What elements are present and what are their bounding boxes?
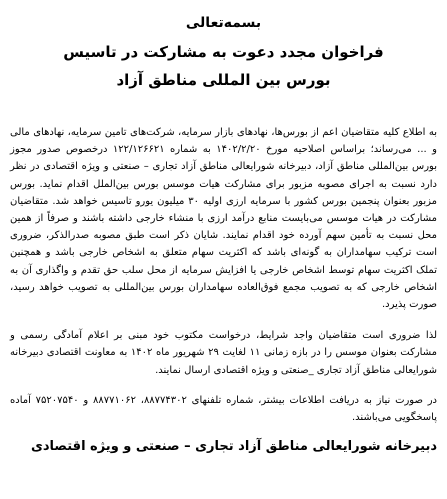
- application-paragraph: لذا ضروری است متقاضیان واجد شرایط، درخواست مکتوب خود مبنی بر اعلام آمادگی رسمی و مشارکت بعنوان موسس را در بازه زمانی ۱۱ لغایت ۲۹ شهریور ماه ۱۴۰۲ به معاونت اقتصادی دبیرخانه شورایعالی مناطق آزاد تجاری _صنعتی و ویژه اقتصادی ارسال نمایند.: [10, 330, 437, 376]
- notice-subtitle: بورس بین المللی مناطق آزاد: [116, 71, 331, 89]
- bismillah-heading: بسمه‌تعالی: [185, 15, 262, 31]
- announcement-paragraph: به اطلاع کلیه متقاضیان اعم از بورس‌ها، نهادهای بازار سرمایه، شرکت‌های تامین سرمایه، نهادهای مالی و ... می‌رساند؛ براساس اصلاحیه مورخ ۱۴۰۲/۲/۲۰ به شماره ۱۲۲/۱۲۶۶۲۱ درخصوص صدور مجوز بورس بین‌المللی مناطق آزاد، دبیرخانه شورایعالی مناطق آزاد تجاری – صنعتی و ویژه اقتصادی در نظر دارد نسبت به اجرای مصوبه مزبور برای مشارکت هیات موسس بورس بین‌الملل اقدام نماید. بورس مزبور بعنوان پنجمین بورس کشور با سرمایه ارزی اولیه ۳۰ میلیون یورو تاسیس خواهد شد. متقاضیان مشارکت در هیات موسس می‌بایست منابع درآمد ارزی با منشاء خارجی داشته باشند و صرفاً از همین محل نسبت به تأمین سهم آورده خود اقدام نمایند. شایان ذکر است طبق مصوبه صدرالذکر، ضروری است ترکیب سهامداران به گونه‌ای باشد که اکثریت سهام متعلق به اشخاص خارجی باشد و همچنین تملک اکثریت سهام توسط اشخاص خارجی یا افزایش سرمایه از محل سلب حق تقدم و واگذاری آن به اشخاص خارجی که به تصویب مجمع فوق‌العاده سهامداران بورس بین‌المللی به تصویب خواهد رسید، صورت پذیرد.: [10, 127, 438, 311]
- notice-title: فراخوان مجدد دعوت به مشارکت در تاسیس: [63, 43, 384, 61]
- issuer-signature: دبیرخانه شورایعالی مناطق آزاد تجاری – صنعتی و ویژه اقتصادی: [30, 439, 437, 455]
- contact-paragraph: در صورت نیاز به دریافت اطلاعات بیشتر، شماره تلفنهای ۸۸۷۷۴۳۰۲، ۸۸۷۷۱۰۶۲ و ۷۵۲۰۷۵۴۰ آماده پاسخگویی می‌باشند.: [10, 394, 438, 424]
